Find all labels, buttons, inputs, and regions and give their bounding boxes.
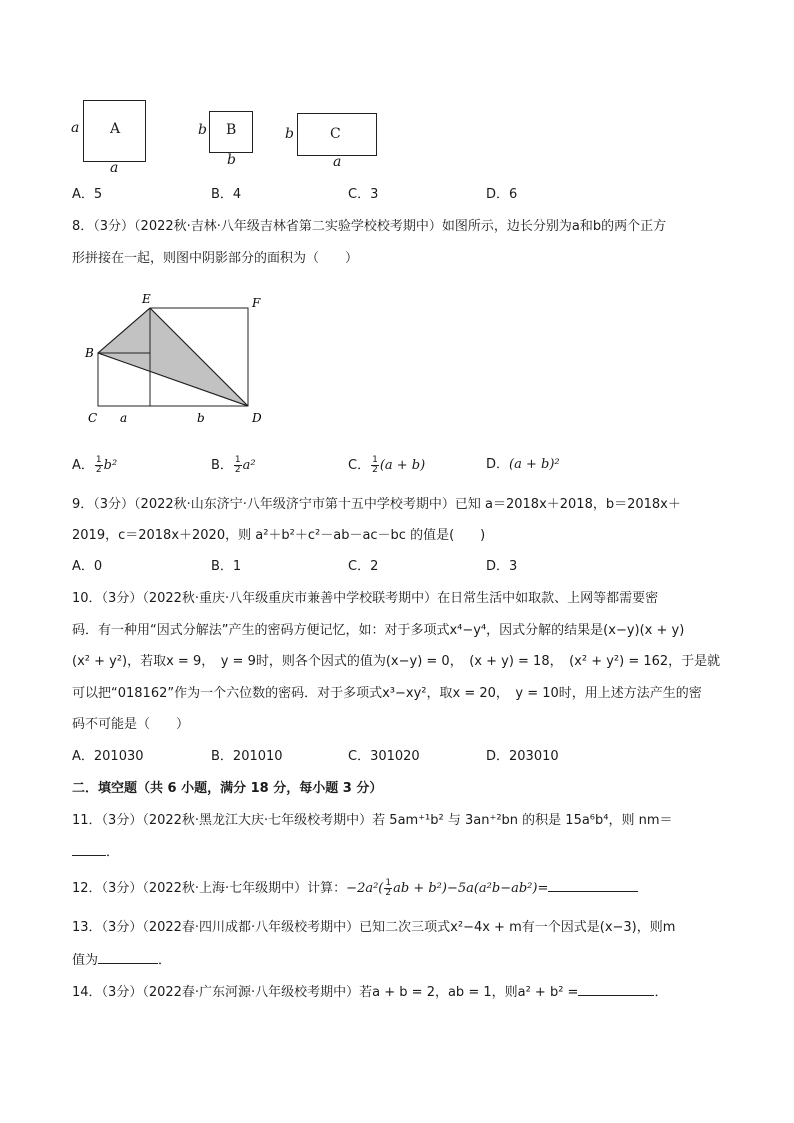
q8-option-b-fraction: $\frac{1}{2}$ (234, 455, 241, 475)
q12-expr-a: −2a²( (346, 881, 384, 896)
q10-stem-line4: 可以把“018162”作为一个六位数的密码．对于多项式x³−xy²，取x = 20， y = 10时，用上述方法产生的密 (72, 686, 702, 701)
q9-option-a[interactable]: A．0 (72, 559, 103, 574)
q14-text: 14．（3分）（2022春·广东河源·八年级校考期中）若a + b = 2，ab = 1，则a² + b² = (72, 985, 579, 1000)
q8-label-f: F (252, 296, 261, 310)
square-b-bottom-label: b (227, 152, 236, 168)
q8-label-a: a (120, 411, 128, 425)
q9-stem-line1: 9．（3分）（2022秋·山东济宁·八年级济宁市第十五中学校考期中）已知 a＝2018x＋2018，b＝2018x＋ (72, 497, 681, 512)
q12-answer-blank[interactable] (548, 879, 638, 892)
q10-option-c[interactable]: C．301020 (348, 749, 420, 764)
q10-option-b[interactable]: B．201010 (211, 749, 283, 764)
q9-stem-line2: 2019，c＝2018x＋2020，则 a²＋b²＋c²－ab－ac－bc 的值是( ) (72, 528, 486, 543)
q7-option-b[interactable]: B．4 (211, 187, 242, 202)
q12-expr-b: ab + b²)−5a(a²b−ab²)= (393, 881, 549, 896)
q11-stem-line1: 11．（3分）（2022秋·黑龙江大庆·七年级校考期中）若 5am⁺¹b² 与 3an⁺²bn 的积是 15a⁶b⁴，则 nm＝ (72, 813, 673, 828)
q13-stem-line1: 13．（3分）（2022春·四川成都·八年级校考期中）已知二次三项式x²−4x + m有一个因式是(x−3)，则m (72, 920, 676, 935)
q8-option-d-prefix: D． (486, 457, 510, 472)
section2-heading: 二．填空题（共 6 小题，满分 18 分，每小题 3 分） (72, 781, 383, 796)
q10-option-a[interactable]: A．201030 (72, 749, 144, 764)
q8-option-a[interactable] (72, 456, 117, 475)
q11-line2-end: ． (106, 845, 120, 860)
square-a-label: A (110, 121, 121, 137)
fig7-figure (68, 96, 388, 176)
q10-option-d[interactable]: D．203010 (486, 749, 559, 764)
q8-option-c-expr: (a + b) (379, 458, 426, 473)
q8-label-e: E (142, 292, 151, 306)
q8-option-c[interactable] (348, 456, 425, 475)
q8-stem-line2: 形拼接在一起，则图中阴影部分的面积为（ ） (72, 251, 359, 266)
rect-c-bottom-label: a (333, 154, 342, 170)
q8-label-b: B (85, 346, 94, 360)
q11-answer-blank[interactable] (72, 843, 106, 856)
q8-option-a-prefix: A． (72, 458, 94, 473)
q10-stem-line2: 码．有一种用“因式分解法”产生的密码方便记忆，如：对于多项式x⁴−y⁴，因式分解的结果是(x−y)(x + y) (72, 623, 685, 638)
q8-option-d[interactable] (486, 456, 560, 474)
q8-option-d-expr: (a + b)² (509, 457, 560, 472)
q8-label-c: C (88, 411, 98, 425)
rect-c-side-label: b (285, 126, 294, 142)
q13-line2-prefix: 值为 (72, 953, 99, 968)
q8-option-b[interactable] (211, 456, 256, 475)
q8-option-a-fraction: $\frac{1}{2}$ (95, 455, 102, 475)
q9-option-c[interactable]: C．2 (348, 559, 379, 574)
q9-option-d[interactable]: D．3 (486, 559, 518, 574)
q12-stem (72, 879, 638, 898)
square-a-bottom-label: a (110, 160, 119, 176)
q7-option-c[interactable]: C．3 (348, 187, 379, 202)
q12-prefix: 12．（3分）（2022秋·上海·七年级期中）计算： (72, 881, 347, 896)
q8-option-b-expr: a² (242, 458, 256, 473)
rect-c-label: C (330, 126, 341, 142)
q8-shaded-triangle (98, 308, 248, 406)
q8-option-c-prefix: C． (348, 458, 371, 473)
q13-answer-blank[interactable] (98, 951, 158, 964)
q8-figure (80, 288, 280, 428)
q7-option-a[interactable]: A．5 (72, 187, 103, 202)
q8-label-b-lower: b (197, 411, 205, 425)
q13-line2-end: ． (158, 953, 172, 968)
q8-option-c-fraction: $\frac{1}{2}$ (372, 455, 378, 475)
q14-answer-blank[interactable] (578, 983, 654, 996)
q8-label-d: D (252, 411, 262, 425)
q10-stem-line5: 码不可能是（ ） (72, 717, 190, 732)
q8-option-a-expr: b² (103, 458, 118, 473)
q14-end: ． (654, 985, 668, 1000)
q10-stem-line1: 10．（3分）（2022秋·重庆·八年级重庆市兼善中学校联考期中）在日常生活中如取款、上网等都需要密 (72, 591, 659, 606)
q13-stem-line2 (72, 951, 171, 970)
q8-option-b-prefix: B． (211, 458, 233, 473)
square-b-label: B (226, 122, 237, 138)
q7-option-d[interactable]: D．6 (486, 187, 518, 202)
q12-fraction: $\frac{1}{2}$ (385, 878, 392, 898)
q14-stem (72, 983, 667, 1002)
q8-stem-line1: 8．（3分）（2022秋·吉林·八年级吉林省第二实验学校校考期中）如图所示，边长分别为a和b的两个正方 (72, 219, 667, 234)
square-b-side-label: b (198, 122, 207, 138)
q10-stem-line3: (x² + y²)，若取x = 9， y = 9时，则各个因式的值为(x−y) = 0， (x + y) = 18， (x² + y²) = 162，于是就 (72, 654, 721, 669)
q9-option-b[interactable]: B．1 (211, 559, 242, 574)
q11-stem-line2 (72, 843, 119, 862)
square-a-side-label: a (71, 120, 80, 136)
